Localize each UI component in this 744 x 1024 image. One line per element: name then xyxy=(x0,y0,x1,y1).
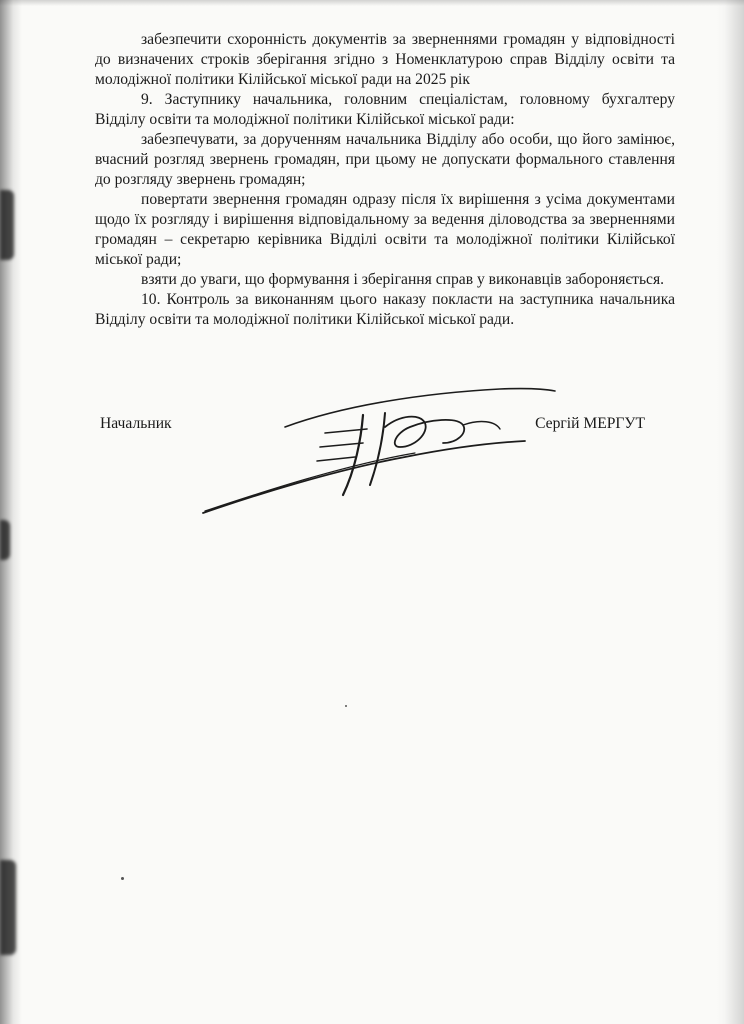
scan-speck xyxy=(121,877,124,880)
signer-name: Сергій МЕРГУТ xyxy=(535,415,645,432)
document-body xyxy=(95,30,675,330)
scan-blot xyxy=(0,190,14,260)
paragraph: взяти до уваги, що формування і зберігання справ у виконавців забороняється. xyxy=(141,271,665,288)
signer-position: Начальник xyxy=(100,415,172,432)
scan-edge-top xyxy=(0,0,744,6)
paragraph: повертати звернення громадян одразу після їх вирішення з усіма документами щодо їх розгляду і вирішення відповідальному за ведення діловодства за зверненнями громадян – секретарю керівника Відділі освіти та молодіжної політики Кілійської міської ради; xyxy=(95,191,675,268)
scan-blot xyxy=(0,520,10,560)
scan-edge-right xyxy=(716,0,744,1024)
signature-block xyxy=(100,415,645,439)
scan-speck xyxy=(345,705,347,707)
paragraph: 10. Контроль за виконанням цього наказу покласти на заступника начальника Відділу освіти та молодіжної політики Кілійської міської ради. xyxy=(95,291,675,328)
scan-blot xyxy=(0,860,16,955)
handwritten-signature xyxy=(195,385,565,520)
paragraph: забезпечувати, за дорученням начальника Відділу або особи, що його замінює, вчасний розгляд звернень громадян, при цьому не допускати формального ставлення до розгляду звернень громадян; xyxy=(95,131,675,188)
paragraph: 9. Заступнику начальника, головним спеціалістам, головному бухгалтеру Відділу освіти та молодіжної політики Кілійської міської ради: xyxy=(95,91,675,128)
paragraph: забезпечити схоронність документів за зверненнями громадян у відповідності до визначених строків зберігання згідно з Номенклатурою справ Відділу освіти та молодіжної політики Кілійської міської ради на 2025 рік xyxy=(95,31,675,88)
